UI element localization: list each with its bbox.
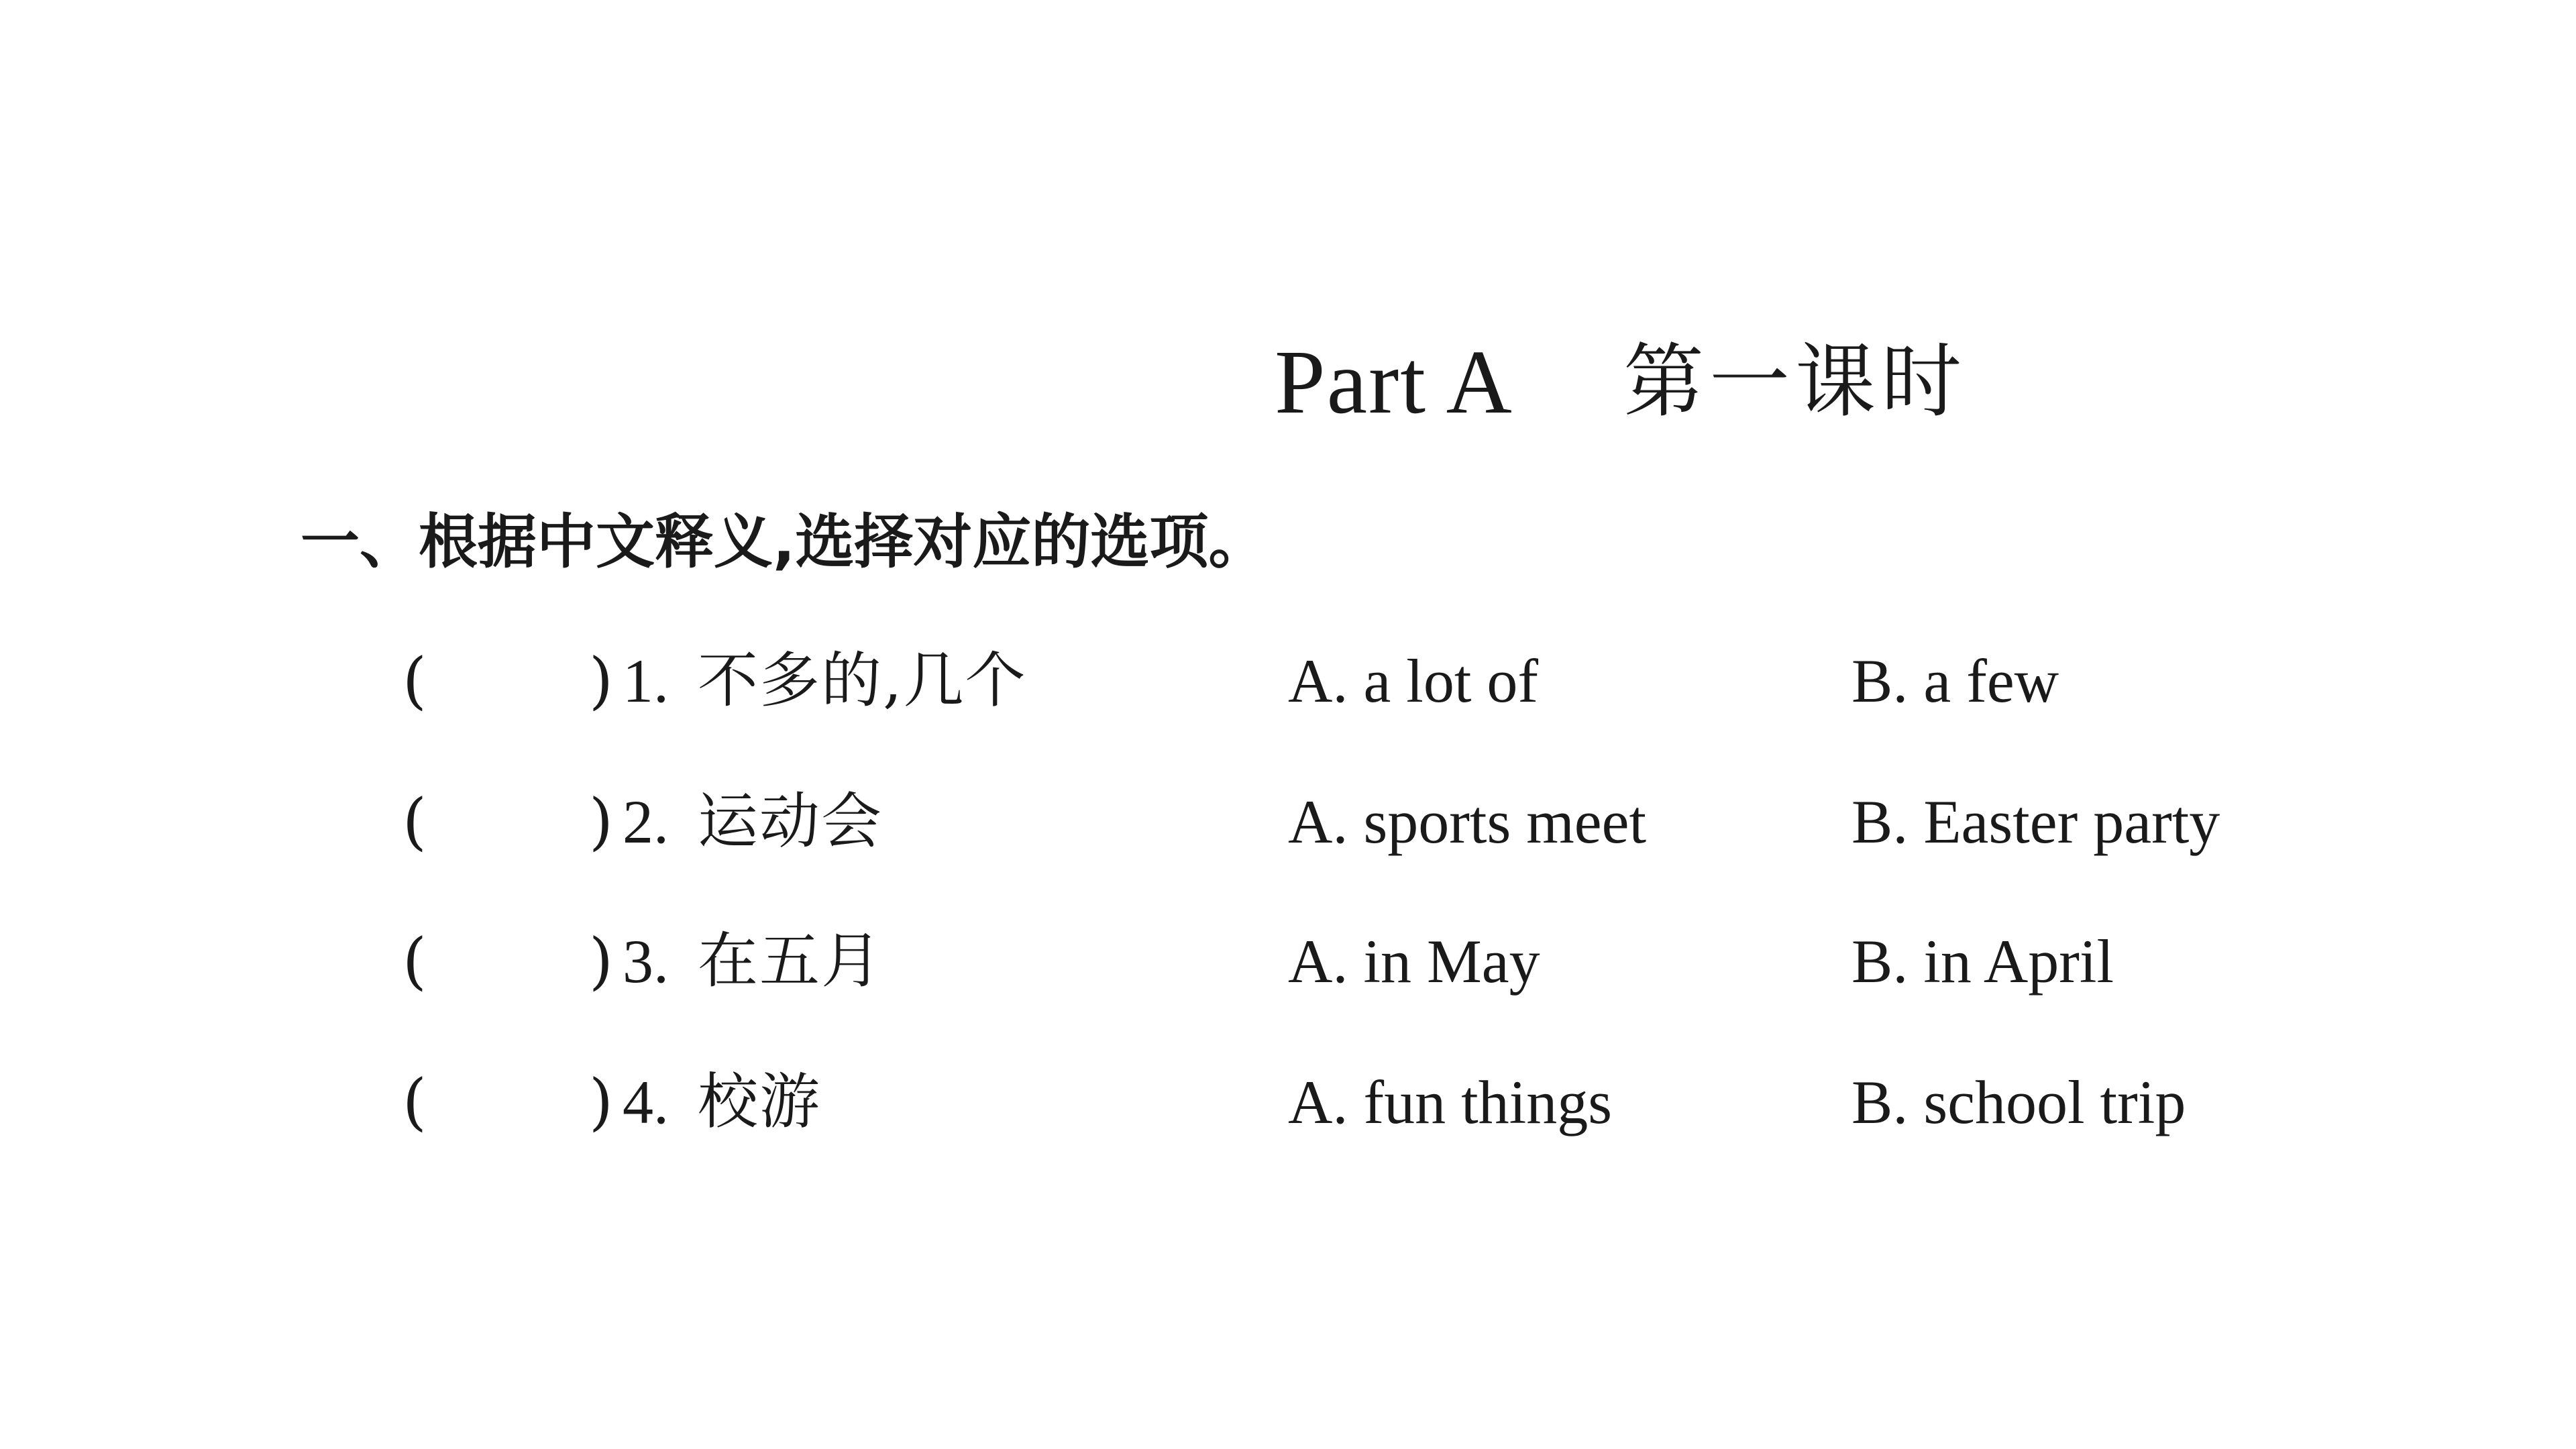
close-paren: ) (589, 786, 613, 857)
option-b[interactable]: B. in April (1851, 927, 2114, 996)
question-chinese-meaning: 运动会 (698, 786, 883, 857)
question-number: 1. (623, 647, 669, 715)
question-row-2 (0, 778, 2576, 865)
page-header (0, 329, 2576, 436)
question-number: 2. (623, 788, 669, 856)
option-b[interactable]: B. Easter party (1851, 788, 2220, 856)
question-chinese-meaning: 不多的,几个 (698, 645, 1027, 716)
open-paren: ( (402, 1066, 427, 1138)
answer-blank-2[interactable] (436, 785, 584, 859)
question-row-3 (0, 918, 2576, 1005)
question-chinese-meaning: 在五月 (698, 926, 883, 996)
question-number: 3. (623, 927, 669, 996)
option-a[interactable]: A. a lot of (1288, 647, 1539, 715)
open-paren: ( (402, 645, 427, 716)
question-chinese-meaning: 校游 (698, 1067, 821, 1137)
option-b[interactable]: B. school trip (1851, 1068, 2186, 1136)
close-paren: ) (589, 925, 613, 997)
answer-blank-4[interactable] (436, 1065, 584, 1139)
close-paren: ) (589, 1066, 613, 1138)
part-title: Part A (1275, 332, 1513, 433)
option-a[interactable]: A. sports meet (1288, 788, 1647, 856)
open-paren: ( (402, 786, 427, 857)
option-a[interactable]: A. in May (1288, 927, 1540, 996)
close-paren: ) (589, 645, 613, 716)
question-row-1 (0, 637, 2576, 724)
section-heading: 一、根据中文释义,选择对应的选项。 (301, 507, 1268, 576)
question-row-4 (0, 1059, 2576, 1146)
answer-blank-1[interactable] (436, 644, 584, 718)
open-paren: ( (402, 925, 427, 997)
option-b[interactable]: B. a few (1851, 647, 2059, 715)
lesson-title: 第一课时 (1623, 335, 1967, 429)
question-number: 4. (623, 1068, 669, 1136)
option-a[interactable]: A. fun things (1288, 1068, 1612, 1136)
answer-blank-3[interactable] (436, 924, 584, 998)
